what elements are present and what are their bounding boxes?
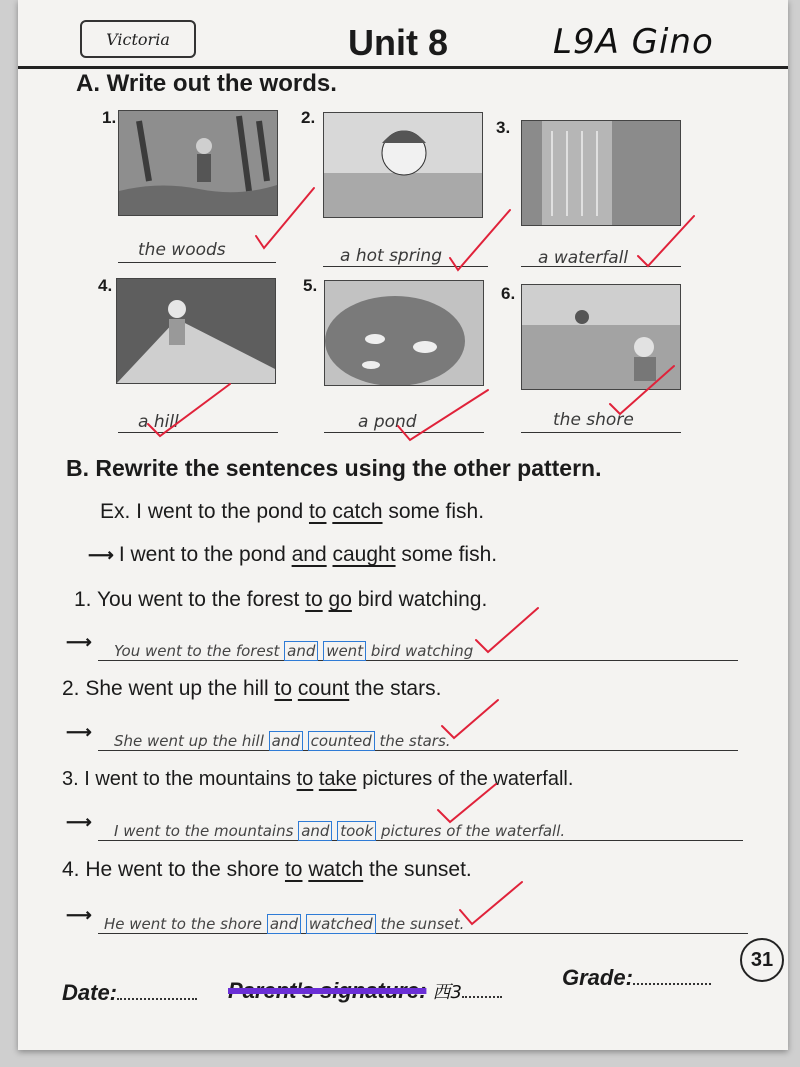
- item-number: 6.: [501, 284, 516, 303]
- answer-b1: You went to the forest and went bird watching: [114, 642, 474, 660]
- header-rule: [18, 66, 788, 69]
- shore-picture: [521, 284, 681, 390]
- item-number: 1.: [102, 108, 117, 127]
- answer-4: a hill: [138, 412, 179, 432]
- pond-picture: [324, 280, 484, 386]
- question-1: 1. You went to the forest to go bird watching.: [74, 588, 488, 611]
- check-icon: [450, 210, 510, 270]
- date-field: Date:: [62, 980, 197, 1006]
- item-number: 2.: [301, 108, 316, 127]
- question-2: 2. She went up the hill to count the stars.: [62, 677, 442, 700]
- arrow-icon: ⟶: [66, 722, 92, 742]
- item-number: 4.: [98, 276, 113, 295]
- hot-spring-picture: [323, 112, 483, 218]
- page-number: 31: [740, 938, 784, 982]
- example-answer: ⟶ I went to the pond and caught some fish.: [88, 543, 498, 566]
- example-sentence: Ex. I went to the pond to catch some fish.: [100, 500, 485, 523]
- waterfall-picture: [521, 120, 681, 226]
- worksheet-page: [18, 0, 788, 1050]
- item-number: 3.: [496, 118, 511, 137]
- arrow-icon: ⟶: [66, 905, 92, 925]
- answer-b2: She went up the hill and counted the stars.: [114, 732, 451, 750]
- question-4: 4. He went to the shore to watch the sunset.: [62, 858, 472, 881]
- arrow-icon: ⟶: [66, 812, 92, 832]
- check-icon: [476, 608, 538, 652]
- hill-picture: [116, 278, 276, 384]
- question-3: 3. I went to the mountains to take pictures of the waterfall.: [62, 768, 574, 790]
- answer-1: the woods: [138, 240, 226, 260]
- answer-6: the shore: [553, 410, 634, 430]
- answer-b3: I went to the mountains and took pictures of the waterfall.: [114, 822, 566, 840]
- arrow-icon: ⟶: [66, 632, 92, 652]
- logo-text: Victoria: [106, 29, 170, 49]
- answer-2: a hot spring: [340, 246, 442, 266]
- section-a-title: A. Write out the words.: [76, 70, 337, 97]
- grade-field: Grade:: [562, 965, 711, 991]
- victoria-logo: [80, 20, 196, 58]
- handwritten-name: L9A Gino: [553, 22, 714, 62]
- woods-picture: [118, 110, 278, 216]
- answer-5: a pond: [358, 412, 417, 432]
- answer-b4: He went to the shore and watched the sunset.: [104, 915, 465, 933]
- arrow-icon: ⟶: [88, 545, 119, 565]
- signature-mark: 西3: [432, 982, 462, 1003]
- answer-3: a waterfall: [538, 248, 629, 268]
- check-icon: [460, 882, 522, 924]
- item-number: 5.: [303, 276, 318, 295]
- section-b-title: B. Rewrite the sentences using the other pattern.: [66, 455, 602, 481]
- unit-title: Unit 8: [348, 22, 449, 63]
- parent-signature-field: Parent's signature: 西3: [228, 978, 502, 1004]
